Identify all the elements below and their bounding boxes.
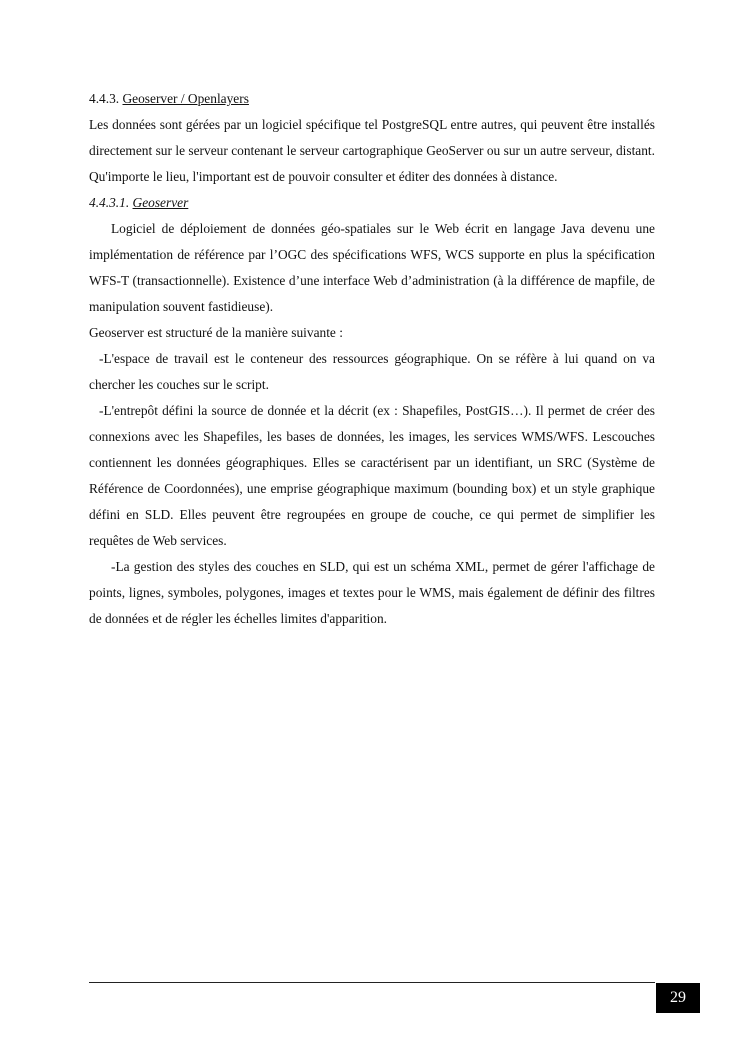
geoserver-description-paragraph: Logiciel de déploiement de données géo-spatiales sur le Web écrit en langage Java devenu une implémentation de référence par l’OGC des spécifications WFS, WCS supporte en plus la spécification WFS-T (transactionnelle). Existence d’une interface Web d’administration (à la différence de mapfile, de manipulation souvent fastidieuse). bbox=[89, 221, 655, 314]
subsection-heading bbox=[89, 190, 655, 216]
structure-intro-line: Geoserver est structuré de la manière suivante : bbox=[89, 325, 343, 340]
page-number-badge: 29 bbox=[656, 983, 700, 1013]
workspace-item: -L'espace de travail est le conteneur des ressources géographique. On se réfère à lui quand on va chercher les couches sur le script. bbox=[89, 351, 655, 392]
section-heading bbox=[89, 86, 655, 112]
section-number: 4.4.3. bbox=[89, 91, 120, 106]
section-intro-paragraph: Les données sont gérées par un logiciel spécifique tel PostgreSQL entre autres, qui peuvent être installés directement sur le serveur contenant le serveur cartographique GeoServer ou sur un autre serveur, distant. Qu'importe le lieu, l'important est de pouvoir consulter et éditer des données à distance. bbox=[89, 117, 655, 184]
styles-item: -La gestion des styles des couches en SLD, qui est un schéma XML, permet de gérer l'affichage de points, lignes, symboles, polygones, images et textes pour le WMS, mais également de définir des filtres de données et de régler les échelles limites d'apparition. bbox=[89, 559, 655, 626]
datastore-item: -L'entrepôt défini la source de donnée et la décrit (ex : Shapefiles, PostGIS…). Il permet de créer des connexions avec les Shapefiles, les bases de données, les images, les services WMS/WFS. Lescouches contiennent les données géographiques. Elles se caractérisent par un identifiant, un SRC (Système de Référence de Coordonnées), une emprise géographique maximum (bounding box) et un style graphique défini en SLD. Elles peuvent être regroupées en groupe de couche, ce qui permet de simplifier les requêtes de Web services. bbox=[89, 403, 655, 548]
subsection-title: Geoserver bbox=[132, 195, 189, 210]
footer-divider bbox=[89, 982, 655, 983]
subsection-number: 4.4.3.1. bbox=[89, 195, 130, 210]
section-title: Geoserver / Openlayers bbox=[122, 91, 249, 106]
page-content bbox=[89, 86, 655, 632]
